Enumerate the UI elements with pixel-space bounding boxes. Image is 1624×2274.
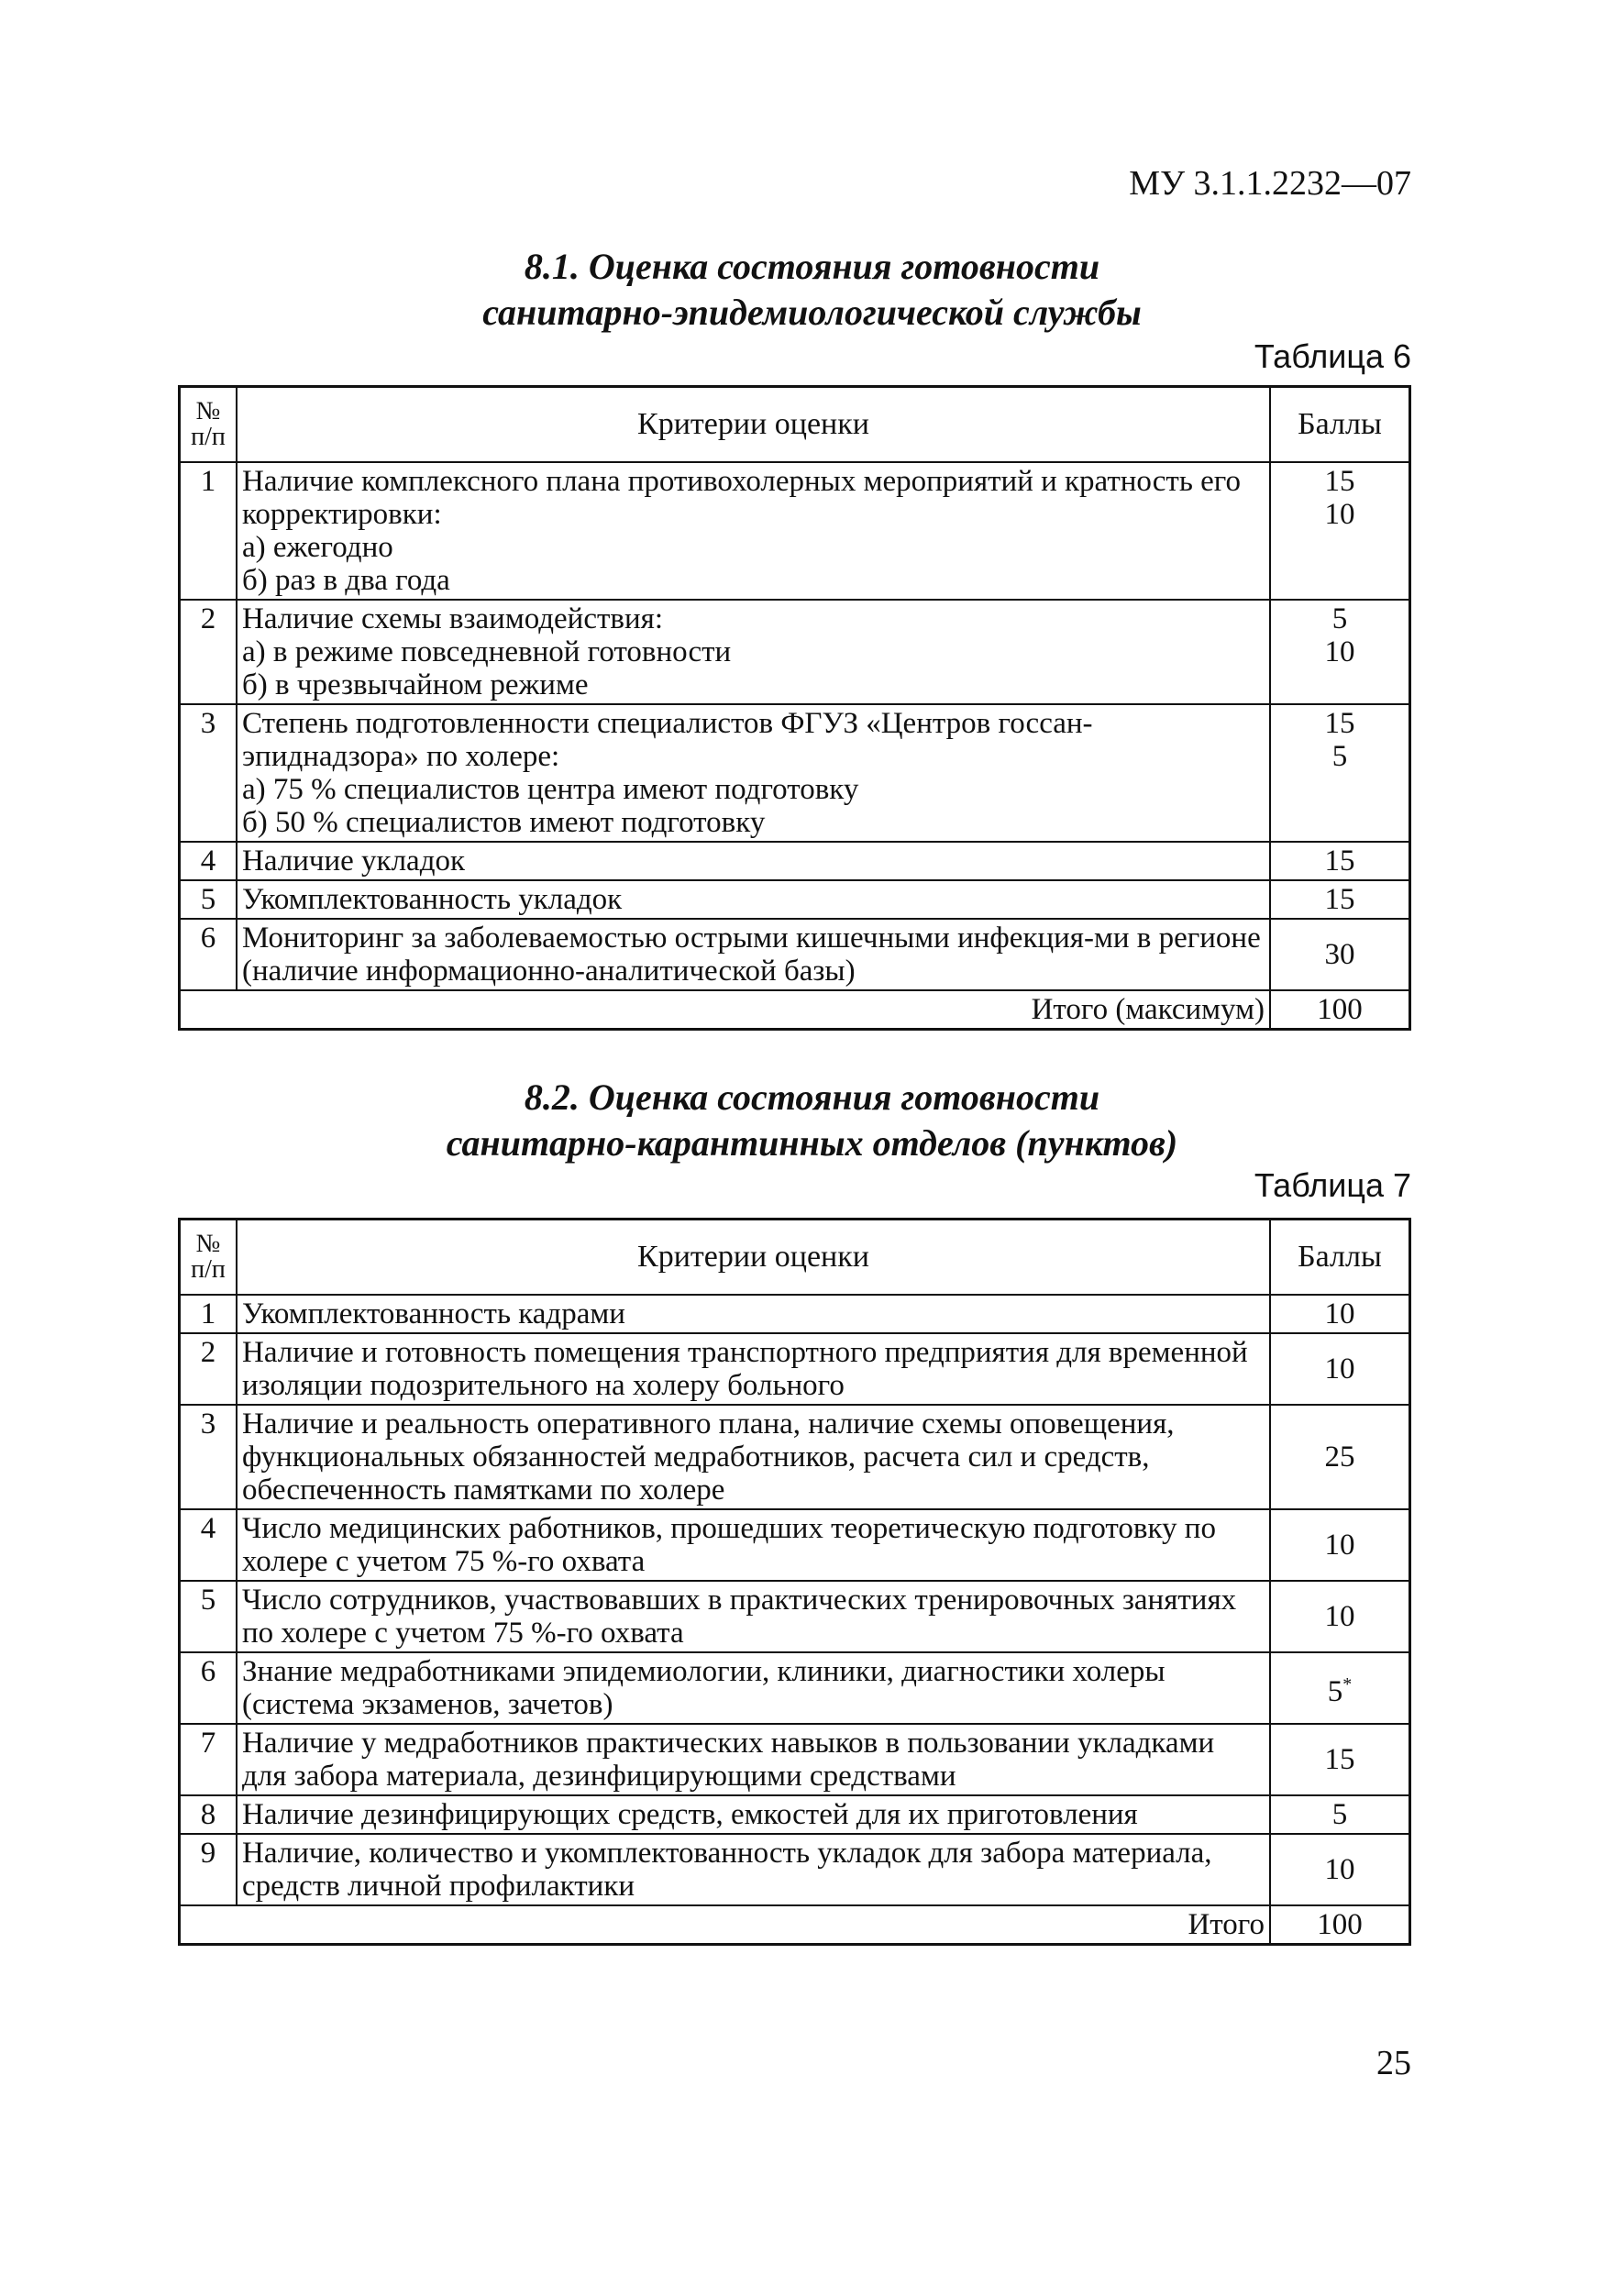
row-criteria: Число сотрудников, участвовавших в практических тренировочных занятиях по холере с учетом 75 %-го охвата	[237, 1581, 1270, 1652]
table-row	[180, 1405, 1410, 1509]
table-total-row	[180, 1905, 1410, 1945]
table-7	[178, 1218, 1411, 1946]
row-points: 30	[1270, 919, 1410, 990]
column-header-criteria: Критерии оценки	[237, 387, 1270, 462]
row-points	[1270, 1652, 1410, 1724]
criteria-line: а) ежегодно	[242, 530, 393, 564]
table-row	[180, 1652, 1410, 1724]
row-points	[1270, 600, 1410, 704]
page-number: 25	[1376, 2044, 1411, 2082]
column-header-number: № п/п	[180, 387, 238, 462]
points-value: 5	[1331, 602, 1348, 635]
row-criteria: Наличие у медработников практических навыков в пользовании укладками для забора материала, дезинфицирующими средствами	[237, 1724, 1270, 1795]
criteria-line: Степень подготовленности специалистов ФГУЗ «Центров госсан-эпиднадзора» по холере:	[242, 706, 1093, 773]
row-criteria: Наличие укладок	[237, 842, 1270, 880]
row-points: 15	[1270, 880, 1410, 919]
points-value: 15	[1324, 706, 1355, 740]
row-points: 25	[1270, 1405, 1410, 1509]
row-number: 1	[180, 462, 238, 600]
row-criteria: Укомплектованность кадрами	[237, 1295, 1270, 1333]
criteria-line: Наличие комплексного плана противохолерных мероприятий и кратность его корректировки:	[242, 464, 1241, 531]
points-value: 10	[1324, 635, 1355, 668]
total-value: 100	[1270, 990, 1410, 1030]
row-points	[1270, 704, 1410, 842]
row-points: 10	[1270, 1295, 1410, 1333]
row-criteria: Наличие, количество и укомплектованность укладок для забора материала, средств личной профилактики	[237, 1834, 1270, 1905]
table-row	[180, 1795, 1410, 1834]
criteria-line: а) 75 % специалистов центра имеют подготовку	[242, 772, 859, 806]
row-number: 7	[180, 1724, 238, 1795]
table-6-label: Таблица 6	[1254, 337, 1411, 375]
column-header-number: № п/п	[180, 1220, 238, 1295]
document-code: МУ 3.1.1.2232—07	[1129, 164, 1411, 203]
row-points: 15	[1270, 842, 1410, 880]
column-header-points: Баллы	[1270, 1220, 1410, 1295]
row-number: 3	[180, 1405, 238, 1509]
criteria-line: а) в режиме повседневной готовности	[242, 635, 732, 668]
row-criteria	[237, 600, 1270, 704]
table-6	[178, 385, 1411, 1031]
table-row	[180, 1834, 1410, 1905]
row-number: 6	[180, 1652, 238, 1724]
row-number: 2	[180, 1333, 238, 1405]
table-row	[180, 1724, 1410, 1795]
table-row	[180, 1333, 1410, 1405]
table-7-label: Таблица 7	[1254, 1166, 1411, 1204]
criteria-line: б) раз в два года	[242, 563, 450, 597]
row-criteria: Наличие и готовность помещения транспортного предприятия для временной изоляции подозрительного на холеру больного	[237, 1333, 1270, 1405]
column-header-criteria: Критерии оценки	[237, 1220, 1270, 1295]
row-points: 15	[1270, 1724, 1410, 1795]
row-criteria	[237, 704, 1270, 842]
table-row	[180, 919, 1410, 990]
row-points	[1270, 462, 1410, 600]
table-row	[180, 462, 1410, 600]
criteria-line: Наличие схемы взаимодействия:	[242, 602, 664, 635]
table-row	[180, 1509, 1410, 1581]
table-row	[180, 704, 1410, 842]
row-criteria: Число медицинских работников, прошедших теоретическую подготовку по холере с учетом 75 %-го охвата	[237, 1509, 1270, 1581]
row-points: 10	[1270, 1581, 1410, 1652]
row-criteria: Укомплектованность укладок	[237, 880, 1270, 919]
points-value: 5	[1327, 1674, 1343, 1708]
row-number: 5	[180, 880, 238, 919]
row-number: 8	[180, 1795, 238, 1834]
row-points: 5	[1270, 1795, 1410, 1834]
row-criteria: Мониторинг за заболеваемостью острыми кишечными инфекция-ми в регионе (наличие информационно-аналитической базы)	[237, 919, 1270, 990]
section-1-title	[0, 244, 1624, 336]
table-row	[180, 600, 1410, 704]
points-value: 10	[1324, 497, 1355, 531]
points-value: 5	[1331, 739, 1348, 773]
row-number: 6	[180, 919, 238, 990]
total-label: Итого	[180, 1905, 1271, 1945]
table-row	[180, 1295, 1410, 1333]
row-points: 10	[1270, 1509, 1410, 1581]
total-value: 100	[1270, 1905, 1410, 1945]
row-number: 2	[180, 600, 238, 704]
points-value: 15	[1324, 464, 1355, 498]
row-criteria	[237, 462, 1270, 600]
row-criteria: Наличие дезинфицирующих средств, емкостей для их приготовления	[237, 1795, 1270, 1834]
column-header-points: Баллы	[1270, 387, 1410, 462]
row-number: 4	[180, 842, 238, 880]
row-number: 4	[180, 1509, 238, 1581]
row-points: 10	[1270, 1333, 1410, 1405]
table-row	[180, 842, 1410, 880]
table-row	[180, 880, 1410, 919]
section-2-title	[0, 1075, 1624, 1166]
table-row	[180, 1581, 1410, 1652]
section-2-title-line2: санитарно-карантинных отделов (пунктов)	[446, 1122, 1178, 1164]
footnote-mark: *	[1342, 1673, 1353, 1694]
criteria-line: б) в чрезвычайном режиме	[242, 668, 589, 701]
section-2-title-line1: 8.2. Оценка состояния готовности	[524, 1076, 1100, 1118]
total-label: Итого (максимум)	[180, 990, 1271, 1030]
section-1-title-line1: 8.1. Оценка состояния готовности	[524, 246, 1100, 287]
row-points: 10	[1270, 1834, 1410, 1905]
row-number: 9	[180, 1834, 238, 1905]
row-criteria: Наличие и реальность оперативного плана, наличие схемы оповещения, функциональных обязанностей медработников, расчета сил и средств, обеспеченность памятками по холере	[237, 1405, 1270, 1509]
criteria-line: б) 50 % специалистов имеют подготовку	[242, 805, 766, 839]
section-1-title-line2: санитарно-эпидемиологической службы	[482, 292, 1142, 333]
row-number: 3	[180, 704, 238, 842]
row-number: 1	[180, 1295, 238, 1333]
row-number: 5	[180, 1581, 238, 1652]
table-total-row	[180, 990, 1410, 1030]
row-criteria: Знание медработниками эпидемиологии, клиники, диагностики холеры (система экзаменов, зачетов)	[237, 1652, 1270, 1724]
